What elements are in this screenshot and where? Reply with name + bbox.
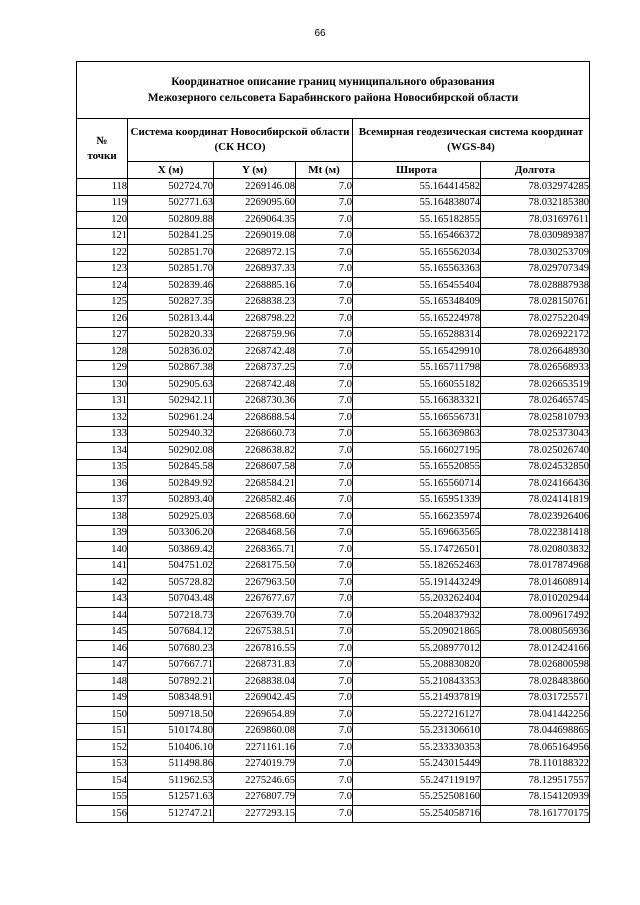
table-row <box>77 575 590 592</box>
x-cell: 503306.20 <box>128 525 214 542</box>
x-cell: 502867.38 <box>128 360 214 377</box>
title-line-1: Координатное описание границ муниципального образования <box>171 76 495 88</box>
point-number-cell: 127 <box>77 327 128 344</box>
x-cell: 511498.86 <box>128 756 214 773</box>
table-title <box>77 62 590 119</box>
table-row <box>77 608 590 625</box>
y-cell: 2269654.89 <box>214 707 296 724</box>
table-row <box>77 294 590 311</box>
longitude-cell: 78.008056936 <box>481 624 590 641</box>
mt-cell: 7.0 <box>296 426 353 443</box>
y-cell: 2267963.50 <box>214 575 296 592</box>
point-number-cell: 144 <box>77 608 128 625</box>
point-number-symbol: № <box>96 134 108 147</box>
mt-cell: 7.0 <box>296 195 353 212</box>
latitude-cell: 55.164414582 <box>353 179 481 196</box>
longitude-cell: 78.025373043 <box>481 426 590 443</box>
x-cell: 502845.58 <box>128 459 214 476</box>
latitude-cell: 55.174726501 <box>353 542 481 559</box>
y-cell: 2268582.46 <box>214 492 296 509</box>
y-cell: 2268730.36 <box>214 393 296 410</box>
longitude-column-header: Долгота <box>481 162 590 179</box>
x-cell: 507043.48 <box>128 591 214 608</box>
point-number-cell: 134 <box>77 443 128 460</box>
y-cell: 2268175.50 <box>214 558 296 575</box>
latitude-cell: 55.208830820 <box>353 657 481 674</box>
mt-cell: 7.0 <box>296 657 353 674</box>
table-row <box>77 690 590 707</box>
x-cell: 505728.82 <box>128 575 214 592</box>
mt-column-header: Mt (м) <box>296 162 353 179</box>
point-number-cell: 132 <box>77 410 128 427</box>
point-number-cell: 154 <box>77 773 128 790</box>
x-cell: 502940.32 <box>128 426 214 443</box>
latitude-cell: 55.191443249 <box>353 575 481 592</box>
latitude-cell: 55.166383321 <box>353 393 481 410</box>
longitude-cell: 78.023926406 <box>481 509 590 526</box>
mt-cell: 7.0 <box>296 179 353 196</box>
y-cell: 2267677.67 <box>214 591 296 608</box>
x-cell: 509718.50 <box>128 707 214 724</box>
point-number-cell: 155 <box>77 789 128 806</box>
point-number-cell: 142 <box>77 575 128 592</box>
latitude-cell: 55.243015449 <box>353 756 481 773</box>
latitude-cell: 55.209021865 <box>353 624 481 641</box>
point-number-cell: 156 <box>77 806 128 823</box>
longitude-cell: 78.009617492 <box>481 608 590 625</box>
y-cell: 2269064.35 <box>214 212 296 229</box>
x-cell: 512571.63 <box>128 789 214 806</box>
point-number-cell: 126 <box>77 311 128 328</box>
mt-cell: 7.0 <box>296 575 353 592</box>
table-row <box>77 195 590 212</box>
table-body <box>77 179 590 823</box>
x-cell: 502851.70 <box>128 245 214 262</box>
latitude-cell: 55.165348409 <box>353 294 481 311</box>
latitude-cell: 55.182652463 <box>353 558 481 575</box>
latitude-cell: 55.165182855 <box>353 212 481 229</box>
point-number-cell: 130 <box>77 377 128 394</box>
latitude-cell: 55.165466372 <box>353 228 481 245</box>
x-cell: 502724.70 <box>128 179 214 196</box>
longitude-cell: 78.028150761 <box>481 294 590 311</box>
longitude-cell: 78.032185380 <box>481 195 590 212</box>
longitude-cell: 78.110188322 <box>481 756 590 773</box>
x-cell: 502809.88 <box>128 212 214 229</box>
y-cell: 2269095.60 <box>214 195 296 212</box>
point-number-cell: 131 <box>77 393 128 410</box>
latitude-cell: 55.165562034 <box>353 245 481 262</box>
y-cell: 2268688.54 <box>214 410 296 427</box>
y-cell: 2268737.25 <box>214 360 296 377</box>
y-cell: 2268660.73 <box>214 426 296 443</box>
x-cell: 502820.33 <box>128 327 214 344</box>
mt-cell: 7.0 <box>296 542 353 559</box>
longitude-cell: 78.026568933 <box>481 360 590 377</box>
y-cell: 2268838.04 <box>214 674 296 691</box>
y-cell: 2268638.82 <box>214 443 296 460</box>
point-number-cell: 153 <box>77 756 128 773</box>
latitude-cell: 55.166055182 <box>353 377 481 394</box>
point-number-cell: 140 <box>77 542 128 559</box>
point-number-cell: 119 <box>77 195 128 212</box>
table-row <box>77 641 590 658</box>
x-cell: 502902.08 <box>128 443 214 460</box>
x-cell: 502813.44 <box>128 311 214 328</box>
x-cell: 510406.10 <box>128 740 214 757</box>
mt-cell: 7.0 <box>296 377 353 394</box>
y-cell: 2274019.79 <box>214 756 296 773</box>
y-cell: 2268885.16 <box>214 278 296 295</box>
x-column-header: X (м) <box>128 162 214 179</box>
longitude-cell: 78.028483860 <box>481 674 590 691</box>
table-row <box>77 674 590 691</box>
y-cell: 2268759.96 <box>214 327 296 344</box>
point-number-cell: 149 <box>77 690 128 707</box>
latitude-cell: 55.165455404 <box>353 278 481 295</box>
point-number-header <box>77 119 128 179</box>
latitude-cell: 55.165951339 <box>353 492 481 509</box>
latitude-cell: 55.165288314 <box>353 327 481 344</box>
latitude-cell: 55.166556731 <box>353 410 481 427</box>
table-row <box>77 723 590 740</box>
longitude-cell: 78.031725571 <box>481 690 590 707</box>
latitude-cell: 55.254058716 <box>353 806 481 823</box>
y-cell: 2268838.23 <box>214 294 296 311</box>
mt-cell: 7.0 <box>296 624 353 641</box>
latitude-cell: 55.165520855 <box>353 459 481 476</box>
longitude-cell: 78.041442256 <box>481 707 590 724</box>
x-cell: 503869.42 <box>128 542 214 559</box>
point-number-label: точки <box>87 149 117 162</box>
y-cell: 2275246.65 <box>214 773 296 790</box>
table-row <box>77 360 590 377</box>
y-cell: 2267639.70 <box>214 608 296 625</box>
table-row <box>77 624 590 641</box>
table-row <box>77 773 590 790</box>
point-number-cell: 133 <box>77 426 128 443</box>
table-row <box>77 558 590 575</box>
longitude-cell: 78.030253709 <box>481 245 590 262</box>
mt-cell: 7.0 <box>296 740 353 757</box>
y-cell: 2268798.22 <box>214 311 296 328</box>
y-cell: 2277293.15 <box>214 806 296 823</box>
y-column-header: Y (м) <box>214 162 296 179</box>
x-cell: 508348.91 <box>128 690 214 707</box>
mt-cell: 7.0 <box>296 443 353 460</box>
table-row <box>77 740 590 757</box>
point-number-cell: 151 <box>77 723 128 740</box>
latitude-cell: 55.247119197 <box>353 773 481 790</box>
longitude-cell: 78.010202944 <box>481 591 590 608</box>
mt-cell: 7.0 <box>296 410 353 427</box>
table-row <box>77 261 590 278</box>
x-cell: 502836.02 <box>128 344 214 361</box>
x-cell: 502851.70 <box>128 261 214 278</box>
point-number-cell: 124 <box>77 278 128 295</box>
mt-cell: 7.0 <box>296 327 353 344</box>
y-cell: 2268742.48 <box>214 344 296 361</box>
longitude-cell: 78.031697611 <box>481 212 590 229</box>
mt-cell: 7.0 <box>296 525 353 542</box>
mt-cell: 7.0 <box>296 806 353 823</box>
x-cell: 511962.53 <box>128 773 214 790</box>
x-cell: 502839.46 <box>128 278 214 295</box>
mt-cell: 7.0 <box>296 311 353 328</box>
point-number-cell: 122 <box>77 245 128 262</box>
x-cell: 502905.63 <box>128 377 214 394</box>
table-row <box>77 245 590 262</box>
longitude-cell: 78.022381418 <box>481 525 590 542</box>
title-line-2: Межозерного сельсовета Барабинского района Новосибирской области <box>147 92 519 104</box>
mt-cell: 7.0 <box>296 278 353 295</box>
point-number-cell: 136 <box>77 476 128 493</box>
point-number-cell: 145 <box>77 624 128 641</box>
y-cell: 2269019.08 <box>214 228 296 245</box>
longitude-cell: 78.026465745 <box>481 393 590 410</box>
table-row <box>77 542 590 559</box>
mt-cell: 7.0 <box>296 459 353 476</box>
latitude-column-header: Широта <box>353 162 481 179</box>
table-row <box>77 707 590 724</box>
table-row <box>77 443 590 460</box>
point-number-cell: 148 <box>77 674 128 691</box>
table-row <box>77 179 590 196</box>
latitude-cell: 55.233330353 <box>353 740 481 757</box>
y-cell: 2267816.55 <box>214 641 296 658</box>
mt-cell: 7.0 <box>296 608 353 625</box>
x-cell: 507684.12 <box>128 624 214 641</box>
latitude-cell: 55.214937819 <box>353 690 481 707</box>
longitude-cell: 78.026800598 <box>481 657 590 674</box>
point-number-cell: 146 <box>77 641 128 658</box>
mt-cell: 7.0 <box>296 674 353 691</box>
longitude-cell: 78.026653519 <box>481 377 590 394</box>
latitude-cell: 55.203262404 <box>353 591 481 608</box>
table-row <box>77 806 590 823</box>
table-row <box>77 789 590 806</box>
mt-cell: 7.0 <box>296 212 353 229</box>
latitude-cell: 55.166235974 <box>353 509 481 526</box>
table-row <box>77 278 590 295</box>
x-cell: 502849.92 <box>128 476 214 493</box>
mt-cell: 7.0 <box>296 360 353 377</box>
y-cell: 2268731.83 <box>214 657 296 674</box>
point-number-cell: 143 <box>77 591 128 608</box>
longitude-cell: 78.014608914 <box>481 575 590 592</box>
point-number-cell: 150 <box>77 707 128 724</box>
point-number-cell: 138 <box>77 509 128 526</box>
table-row <box>77 410 590 427</box>
table-row <box>77 476 590 493</box>
x-cell: 510174.80 <box>128 723 214 740</box>
latitude-cell: 55.208977012 <box>353 641 481 658</box>
y-cell: 2276807.79 <box>214 789 296 806</box>
y-cell: 2271161.16 <box>214 740 296 757</box>
x-cell: 504751.02 <box>128 558 214 575</box>
longitude-cell: 78.024532850 <box>481 459 590 476</box>
latitude-cell: 55.165429910 <box>353 344 481 361</box>
longitude-cell: 78.032974285 <box>481 179 590 196</box>
x-cell: 507218.73 <box>128 608 214 625</box>
latitude-cell: 55.165563363 <box>353 261 481 278</box>
y-cell: 2268584.21 <box>214 476 296 493</box>
table-row <box>77 492 590 509</box>
x-cell: 507680.23 <box>128 641 214 658</box>
mt-cell: 7.0 <box>296 261 353 278</box>
y-cell: 2269860.08 <box>214 723 296 740</box>
x-cell: 502925.03 <box>128 509 214 526</box>
latitude-cell: 55.165711798 <box>353 360 481 377</box>
point-number-cell: 135 <box>77 459 128 476</box>
longitude-cell: 78.017874968 <box>481 558 590 575</box>
longitude-cell: 78.024141819 <box>481 492 590 509</box>
longitude-cell: 78.012424166 <box>481 641 590 658</box>
longitude-cell: 78.129517557 <box>481 773 590 790</box>
mt-cell: 7.0 <box>296 641 353 658</box>
point-number-cell: 152 <box>77 740 128 757</box>
table-row <box>77 591 590 608</box>
x-cell: 512747.21 <box>128 806 214 823</box>
longitude-cell: 78.161770175 <box>481 806 590 823</box>
mt-cell: 7.0 <box>296 393 353 410</box>
longitude-cell: 78.065164956 <box>481 740 590 757</box>
latitude-cell: 55.231306610 <box>353 723 481 740</box>
mt-cell: 7.0 <box>296 245 353 262</box>
longitude-cell: 78.029707349 <box>481 261 590 278</box>
mt-cell: 7.0 <box>296 789 353 806</box>
coordinates-table <box>76 61 590 823</box>
longitude-cell: 78.027522049 <box>481 311 590 328</box>
x-cell: 502841.25 <box>128 228 214 245</box>
latitude-cell: 55.165224978 <box>353 311 481 328</box>
table-row <box>77 212 590 229</box>
mt-cell: 7.0 <box>296 690 353 707</box>
point-number-cell: 123 <box>77 261 128 278</box>
mt-cell: 7.0 <box>296 492 353 509</box>
y-cell: 2268568.60 <box>214 509 296 526</box>
mt-cell: 7.0 <box>296 591 353 608</box>
latitude-cell: 55.165560714 <box>353 476 481 493</box>
x-cell: 502827.35 <box>128 294 214 311</box>
x-cell: 507892.21 <box>128 674 214 691</box>
mt-cell: 7.0 <box>296 509 353 526</box>
latitude-cell: 55.166369863 <box>353 426 481 443</box>
point-number-cell: 141 <box>77 558 128 575</box>
point-number-cell: 147 <box>77 657 128 674</box>
y-cell: 2268365.71 <box>214 542 296 559</box>
local-system-header: Система координат Новосибирской области (СК НСО) <box>128 119 353 162</box>
mt-cell: 7.0 <box>296 228 353 245</box>
y-cell: 2268937.33 <box>214 261 296 278</box>
longitude-cell: 78.044698865 <box>481 723 590 740</box>
y-cell: 2268972.15 <box>214 245 296 262</box>
latitude-cell: 55.227216127 <box>353 707 481 724</box>
y-cell: 2269146.08 <box>214 179 296 196</box>
latitude-cell: 55.164838074 <box>353 195 481 212</box>
mt-cell: 7.0 <box>296 707 353 724</box>
table-row <box>77 509 590 526</box>
y-cell: 2267538.51 <box>214 624 296 641</box>
y-cell: 2268742.48 <box>214 377 296 394</box>
mt-cell: 7.0 <box>296 756 353 773</box>
mt-cell: 7.0 <box>296 476 353 493</box>
longitude-cell: 78.028887938 <box>481 278 590 295</box>
longitude-cell: 78.025810793 <box>481 410 590 427</box>
table-row <box>77 459 590 476</box>
longitude-cell: 78.020803832 <box>481 542 590 559</box>
table-row <box>77 657 590 674</box>
point-number-cell: 118 <box>77 179 128 196</box>
mt-cell: 7.0 <box>296 294 353 311</box>
y-cell: 2269042.45 <box>214 690 296 707</box>
x-cell: 502942.11 <box>128 393 214 410</box>
mt-cell: 7.0 <box>296 558 353 575</box>
latitude-cell: 55.166027195 <box>353 443 481 460</box>
page-number: 66 <box>314 28 326 39</box>
table-row <box>77 311 590 328</box>
point-number-cell: 120 <box>77 212 128 229</box>
mt-cell: 7.0 <box>296 773 353 790</box>
point-number-cell: 125 <box>77 294 128 311</box>
mt-cell: 7.0 <box>296 344 353 361</box>
table-row <box>77 426 590 443</box>
point-number-cell: 128 <box>77 344 128 361</box>
x-cell: 502893.40 <box>128 492 214 509</box>
x-cell: 502771.63 <box>128 195 214 212</box>
longitude-cell: 78.026648930 <box>481 344 590 361</box>
x-cell: 502961.24 <box>128 410 214 427</box>
table-row <box>77 344 590 361</box>
latitude-cell: 55.169663565 <box>353 525 481 542</box>
table-row <box>77 525 590 542</box>
wgs-system-header: Всемирная геодезическая система координат (WGS-84) <box>353 119 590 162</box>
table-row <box>77 377 590 394</box>
latitude-cell: 55.210843353 <box>353 674 481 691</box>
table-row <box>77 393 590 410</box>
point-number-cell: 139 <box>77 525 128 542</box>
x-cell: 507667.71 <box>128 657 214 674</box>
latitude-cell: 55.252508160 <box>353 789 481 806</box>
table-row <box>77 756 590 773</box>
y-cell: 2268468.56 <box>214 525 296 542</box>
point-number-cell: 129 <box>77 360 128 377</box>
point-number-cell: 137 <box>77 492 128 509</box>
point-number-cell: 121 <box>77 228 128 245</box>
y-cell: 2268607.58 <box>214 459 296 476</box>
longitude-cell: 78.024166436 <box>481 476 590 493</box>
latitude-cell: 55.204837932 <box>353 608 481 625</box>
table-row <box>77 228 590 245</box>
longitude-cell: 78.030989387 <box>481 228 590 245</box>
longitude-cell: 78.025026740 <box>481 443 590 460</box>
table-row <box>77 327 590 344</box>
mt-cell: 7.0 <box>296 723 353 740</box>
longitude-cell: 78.154120939 <box>481 789 590 806</box>
longitude-cell: 78.026922172 <box>481 327 590 344</box>
